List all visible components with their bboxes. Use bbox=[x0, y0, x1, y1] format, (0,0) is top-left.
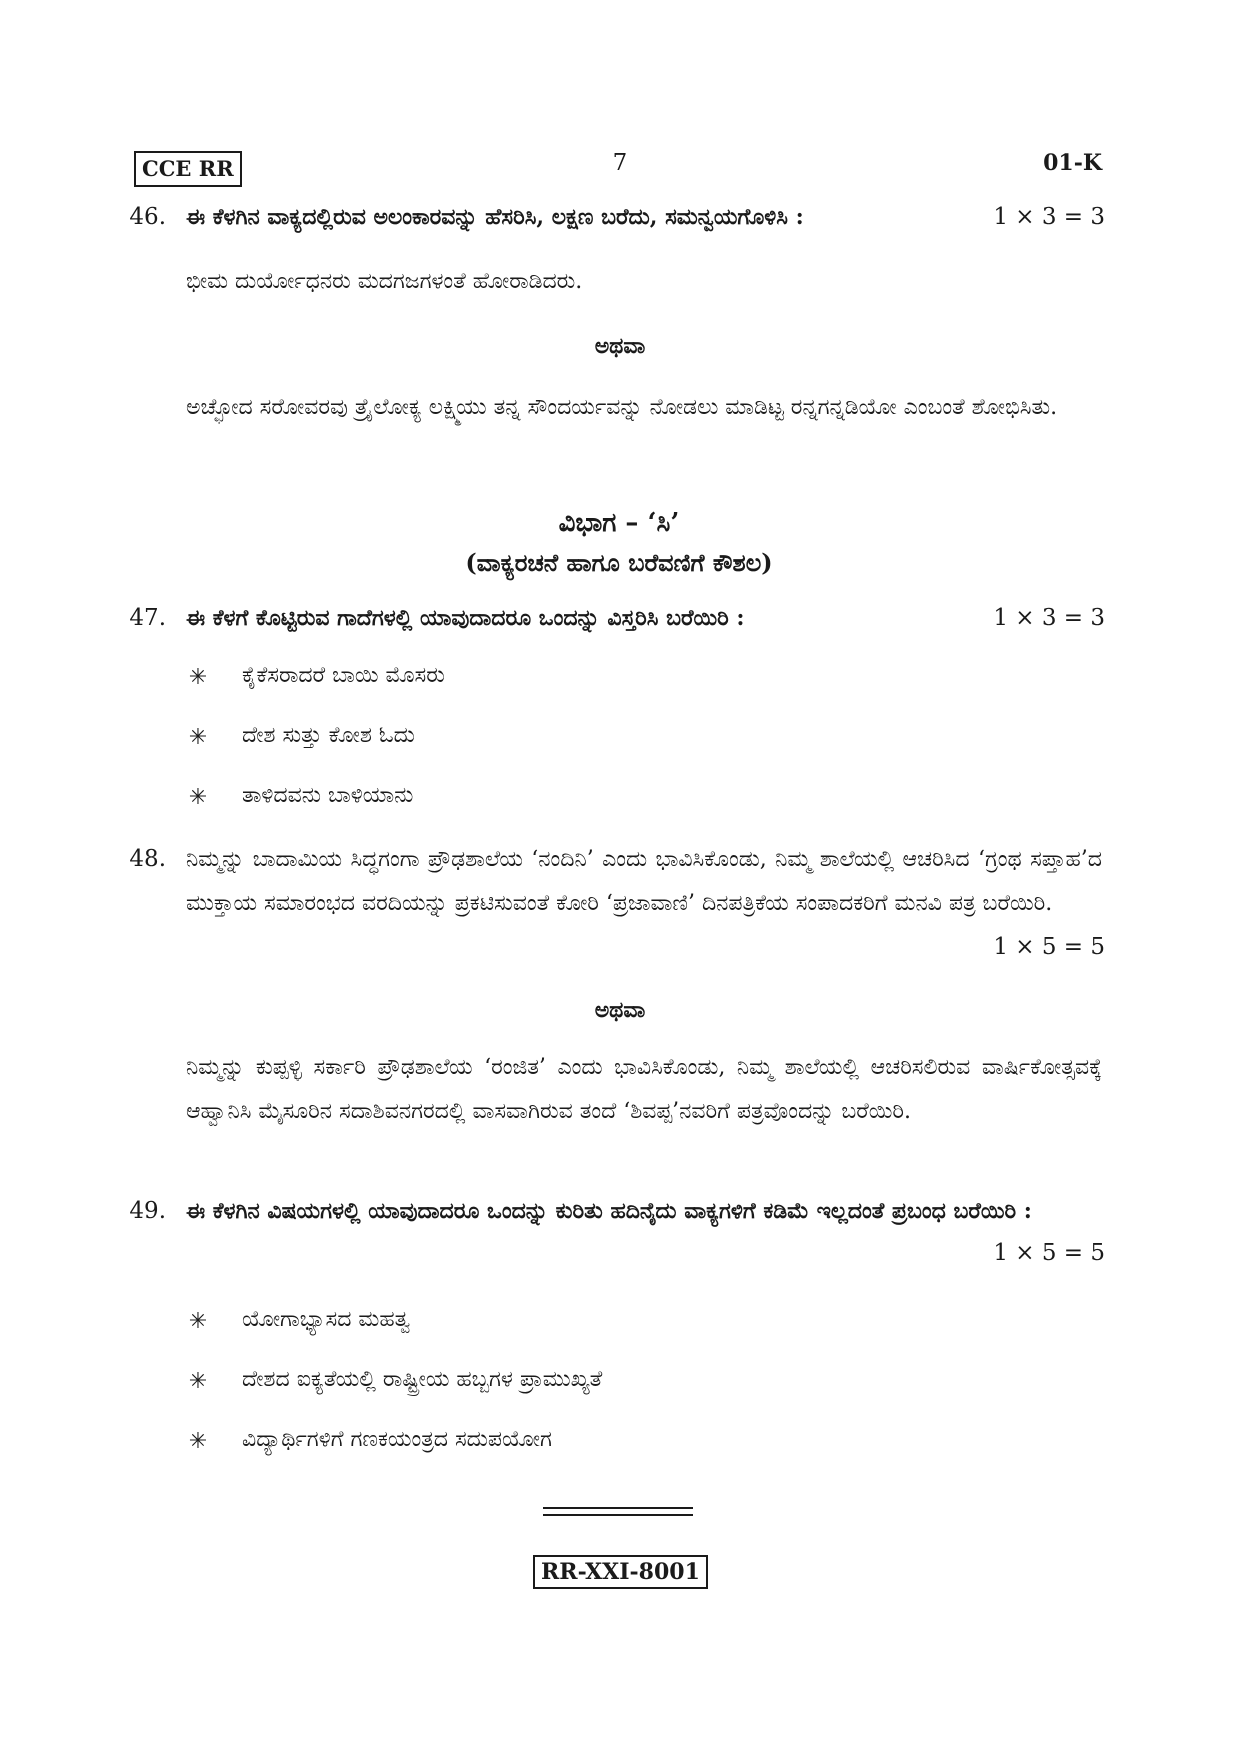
question-marks: 1 × 3 = 3 bbox=[993, 204, 1105, 230]
question-number: 49. bbox=[129, 1198, 166, 1224]
question-number: 48. bbox=[129, 846, 166, 872]
or-separator: ಅಥವಾ bbox=[594, 997, 646, 1023]
question-marks: 1 × 5 = 5 bbox=[993, 1240, 1105, 1266]
list-item: ಕೈಕೆಸರಾದರೆ ಬಾಯಿ ಮೊಸರು bbox=[242, 663, 445, 688]
section-title: ವಿಭಾಗ – ‘ಸಿ’ bbox=[558, 508, 680, 538]
alternate-text: ನಿಮ್ಮನ್ನು ಕುಪ್ಪಳ್ಳಿ ಸರ್ಕಾರಿ ಪ್ರೌಢಶಾಲೆಯ ‘ರಂಜಿತ’ ಎಂದು ಭಾವಿಸಿಕೊಂಡು, ನಿಮ್ಮ ಶಾಲೆಯಲ್ಲಿ ಆಚರಿಸಲಿರುವ ವಾರ್ಷಿಕೋತ್ಸವಕ್ಕೆ ಆಹ್ವಾನಿಸಿ ಮೈಸೂರಿನ ಸದಾಶಿವನಗರದಲ್ಲಿ ವಾಸವಾಗಿರುವ ತಂದೆ ‘ಶಿವಪ್ಪ’ನವರಿಗೆ ಪತ್ರವೊಂದನ್ನು ಬರೆಯಿರಿ. bbox=[186, 1055, 1102, 1124]
section-subtitle: (ವಾಕ್ಯರಚನೆ ಹಾಗೂ ಬರೆವಣಿಗೆ ಕೌಶಲ) bbox=[465, 548, 773, 577]
question-text: ನಿಮ್ಮನ್ನು ಬಾದಾಮಿಯ ಸಿದ್ಧಗಂಗಾ ಪ್ರೌಢಶಾಲೆಯ ‘ನಂದಿನಿ’ ಎಂದು ಭಾವಿಸಿಕೊಂಡು, ನಿಮ್ಮ ಶಾಲೆಯಲ್ಲಿ ಆಚರಿಸಿದ ‘ಗ್ರಂಥ ಸಪ್ತಾಹ’ದ ಮುಕ್ತಾಯ ಸಮಾರಂಭದ ವರದಿಯನ್ನು ಪ್ರಕಟಿಸುವಂತೆ ಕೋರಿ ‘ಪ್ರಜಾವಾಣಿ’ ದಿನಪತ್ರಿಕೆಯ ಸಂಪಾದಕರಿಗೆ ಮನವಿ ಪತ್ರ ಬರೆಯಿರಿ. bbox=[186, 847, 1102, 916]
paper-code: 01-K bbox=[1043, 150, 1102, 176]
question-prompt: ಈ ಕೆಳಗೆ ಕೊಟ್ಟಿರುವ ಗಾದೆಗಳಲ್ಲಿ ಯಾವುದಾದರೂ ಒಂದನ್ನು ವಿಸ್ತರಿಸಿ ಬರೆಯಿರಿ : bbox=[186, 605, 745, 631]
code-box: CCE RR bbox=[134, 151, 242, 187]
list-item: ಯೋಗಾಭ್ಯಾಸದ ಮಹತ್ವ bbox=[242, 1307, 411, 1332]
bullet-icon: ✳ bbox=[188, 785, 208, 810]
question-sentence: ಭೀಮ ದುರ್ಯೋಧನರು ಮದಗಜಗಳಂತೆ ಹೋರಾಡಿದರು. bbox=[186, 269, 583, 294]
end-rule bbox=[543, 1507, 693, 1516]
bullet-icon: ✳ bbox=[188, 665, 208, 690]
question-number: 47. bbox=[129, 605, 166, 631]
bullet-icon: ✳ bbox=[188, 1429, 208, 1454]
page-number: 7 bbox=[612, 150, 628, 176]
question-marks: 1 × 5 = 5 bbox=[993, 934, 1105, 960]
list-item: ದೇಶ ಸುತ್ತು ಕೋಶ ಓದು bbox=[242, 723, 415, 748]
alternate-sentence: ಅಚ್ಛೋದ ಸರೋವರವು ತ್ರೈಲೋಕ್ಯ ಲಕ್ಷ್ಮಿಯು ತನ್ನ ಸೌಂದರ್ಯವನ್ನು ನೋಡಲು ಮಾಡಿಟ್ಟ ರನ್ನಗನ್ನಡಿಯೋ ಎಂಬಂತೆ ಶೋಭಿಸಿತು. bbox=[186, 395, 1058, 420]
bullet-icon: ✳ bbox=[188, 1369, 208, 1394]
bullet-icon: ✳ bbox=[188, 1309, 208, 1334]
list-item: ತಾಳಿದವನು ಬಾಳಿಯಾನು bbox=[242, 783, 414, 808]
bullet-icon: ✳ bbox=[188, 725, 208, 750]
question-marks: 1 × 3 = 3 bbox=[993, 605, 1105, 631]
question-prompt: ಈ ಕೆಳಗಿನ ವಿಷಯಗಳಲ್ಲಿ ಯಾವುದಾದರೂ ಒಂದನ್ನು ಕುರಿತು ಹದಿನೈದು ವಾಕ್ಯಗಳಿಗೆ ಕಡಿಮೆ ಇಲ್ಲದಂತೆ ಪ್ರಬಂಧ ಬರೆಯಿರಿ : bbox=[186, 1198, 1032, 1224]
footer-code-box: RR-XXI-8001 bbox=[533, 1555, 708, 1589]
list-item: ವಿದ್ಯಾರ್ಥಿಗಳಿಗೆ ಗಣಕಯಂತ್ರದ ಸದುಪಯೋಗ bbox=[242, 1427, 552, 1452]
question-number: 46. bbox=[129, 204, 166, 230]
question-prompt: ಈ ಕೆಳಗಿನ ವಾಕ್ಯದಲ್ಲಿರುವ ಅಲಂಕಾರವನ್ನು ಹೆಸರಿಸಿ, ಲಕ್ಷಣ ಬರೆದು, ಸಮನ್ವಯಗೊಳಿಸಿ : bbox=[186, 204, 804, 230]
list-item: ದೇಶದ ಐಕ್ಯತೆಯಲ್ಲಿ ರಾಷ್ಟ್ರೀಯ ಹಬ್ಬಗಳ ಪ್ರಾಮುಖ್ಯತೆ bbox=[242, 1367, 603, 1392]
or-separator: ಅಥವಾ bbox=[594, 333, 646, 359]
